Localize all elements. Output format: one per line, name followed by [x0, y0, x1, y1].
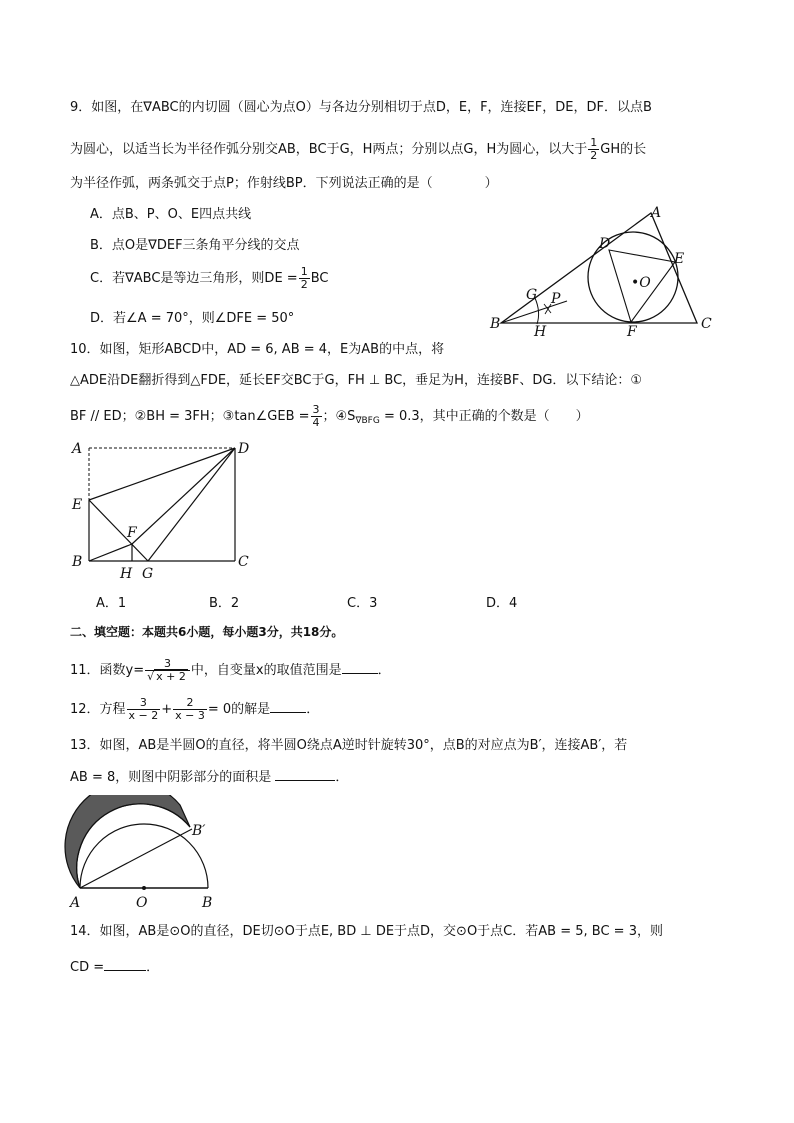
q9-line2-text: 为圆心，以适当长为半径作弧分别交AB，BC于G，H两点；分别以点G，H为圆心，以大于 — [70, 142, 588, 157]
label-c: C — [701, 316, 712, 332]
q11-line — [70, 658, 391, 683]
arc-cross-p — [544, 304, 551, 314]
label-a: A — [651, 205, 662, 221]
q12-text: 12．方程 — [70, 702, 126, 717]
q9-option-c-text: C．若∇ABC是等边三角形，则DE = — [90, 271, 298, 286]
label-b-prime: B′ — [192, 823, 206, 839]
label-h: H — [534, 324, 547, 340]
label-e: E — [674, 251, 685, 267]
label-g: G — [142, 566, 154, 582]
label-e: E — [72, 497, 83, 513]
q9-line1: 9．如图，在∇ABC的内切圆（圆心为点O）与各边分别相切于点D，E，F，连接EF，DE，DF．以点B — [70, 100, 652, 115]
label-d: D — [599, 236, 611, 252]
label-g: G — [526, 287, 538, 303]
q14-line1: 14．如图，AB是⊙O的直径，DE切⊙O于点E, BD ⊥ DE于点D，交⊙O于点C．若AB = 5, BC = 3，则 — [70, 924, 663, 939]
q9-option-c — [90, 266, 328, 291]
q13-answer-blank[interactable] — [275, 766, 335, 781]
q9-triangle-figure — [485, 200, 725, 342]
q11-text-end: ． — [377, 663, 391, 678]
q10-line3 — [70, 404, 589, 431]
q14-text-end: ． — [146, 960, 160, 975]
q12-text-end: ． — [306, 702, 320, 717]
segment-ed — [89, 448, 235, 500]
q10-line1: 10．如图，矩形ABCD中，AD = 6, AB = 4，E为AB的中点，将 — [70, 342, 445, 357]
q9-option-c-fraction: $\frac{1}{2}$ — [300, 265, 308, 291]
q10-option-b: B．2 — [209, 596, 240, 611]
q10-line2: △ADE沿DE翻折得到△FDE，延长EF交BC于G，FH ⊥ BC，垂足为H，连接BF、DG．以下结论：① — [70, 373, 643, 388]
label-c: C — [238, 554, 249, 570]
q10-line3-text-end: = 0.3，其中正确的个数是（ ） — [379, 409, 589, 424]
q10-options — [96, 592, 656, 612]
center-o — [142, 886, 146, 890]
q14-answer-blank[interactable] — [104, 956, 146, 971]
q9-line2 — [70, 137, 646, 162]
shaded-region — [65, 795, 190, 888]
label-a: A — [70, 895, 81, 911]
q13-line2 — [70, 766, 348, 788]
q14-text: CD = — [70, 960, 105, 975]
q9-line3: 为半径作弧，两条弧交于点P；作射线BP．下列说法正确的是（ ） — [70, 176, 498, 191]
segment-gd — [148, 448, 235, 561]
label-a: A — [72, 441, 83, 457]
label-f: F — [127, 525, 137, 541]
label-f: F — [627, 324, 637, 340]
q9-option-d: D．若∠A = 70°，则∠DFE = 50° — [90, 311, 295, 326]
q11-text-mid: 中，自变量x的取值范围是 — [190, 663, 342, 678]
q13-line1: 13．如图，AB是半圆O的直径，将半圆O绕点A逆时针旋转30°，点B的对应点为B′，连接AB′，若 — [70, 738, 628, 753]
label-h: H — [120, 566, 133, 582]
q12-answer-blank[interactable] — [270, 698, 306, 713]
q12-text-mid: = 0的解是 — [207, 702, 271, 717]
q12-line — [70, 697, 319, 722]
q10-subscript: ∇BFG — [355, 416, 380, 426]
q12-fraction-2: $\frac{2}{x - 3}$ — [175, 696, 205, 722]
label-d: D — [238, 441, 250, 457]
q12-fraction-1: $\frac{3}{x - 2}$ — [128, 696, 159, 722]
q9-fraction: $\frac{1}{2}$ — [590, 136, 598, 162]
q10-option-d: D．4 — [486, 596, 518, 611]
q9-option-a: A．点B、P、O、E四点共线 — [90, 207, 252, 222]
q9-line2-text-end: GH的长 — [600, 142, 647, 157]
q13-text: AB = 8，则图中阴影部分的面积是 — [70, 770, 272, 785]
q11-fraction: $\frac{3}{√ x + 2}$ — [145, 658, 190, 683]
q12-plus: + — [161, 702, 173, 717]
q11-answer-blank[interactable] — [342, 659, 378, 674]
q9-option-b: B．点O是∇DEF三条角平分线的交点 — [90, 238, 300, 253]
label-o: •O — [631, 275, 651, 291]
label-b: B — [202, 895, 213, 911]
q9-option-c-text-end: BC — [310, 271, 329, 286]
segment-eg — [89, 500, 148, 561]
q10-fraction: $\frac{3}{4}$ — [312, 403, 320, 429]
segment-fd — [132, 448, 235, 544]
section-2-heading: 二、填空题：本题共6小题，每小题3分，共18分。 — [70, 625, 344, 639]
q11-text: 11．函数y= — [70, 663, 145, 678]
label-o: O — [136, 895, 148, 911]
q10-line3-text-mid: ；④S — [322, 409, 356, 424]
q10-option-c: C．3 — [347, 596, 378, 611]
q10-option-a: A．1 — [96, 596, 127, 611]
segment-ab-prime — [80, 829, 192, 888]
q11-radicand: x + 2 — [156, 670, 186, 683]
label-b: B — [490, 316, 501, 332]
label-b: B — [72, 554, 83, 570]
q13-semicircle-figure — [64, 795, 234, 913]
q10-line3-text: BF // ED；②BH = 3FH；③tan∠GEB = — [70, 409, 310, 424]
segment-bf — [89, 544, 132, 561]
q14-line2 — [70, 956, 159, 978]
q13-text-end: ． — [335, 770, 349, 785]
q10-rectangle-figure — [68, 435, 258, 583]
label-p: P — [551, 291, 561, 307]
